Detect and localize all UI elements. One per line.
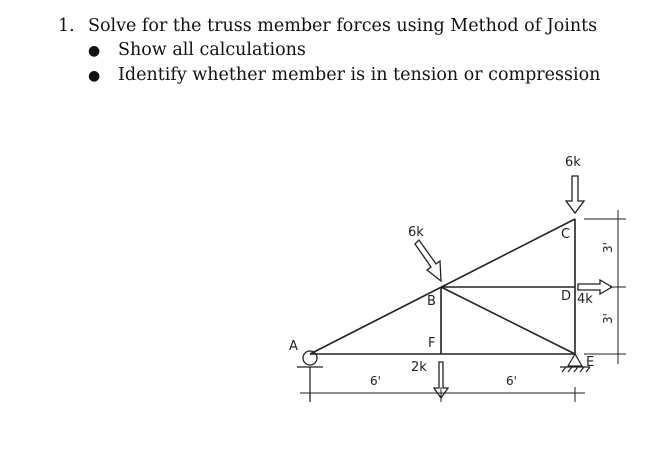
joint-label-F: F: [428, 336, 436, 351]
load-arrow-C: [566, 176, 584, 213]
problem-number: 1.: [58, 16, 75, 36]
problem-text: Solve for the truss member forces using Method of Joints: [88, 16, 598, 36]
bullet-text: Identify whether member is in tension or compression: [118, 65, 601, 85]
joint-label-C: C: [561, 227, 571, 242]
load-label-D: 4k: [577, 292, 593, 307]
dimension-label-AF: 6': [370, 374, 381, 388]
bullet-icon: ●: [88, 43, 101, 59]
load-label-C: 6k: [565, 155, 581, 170]
dimension-label-FE: 6': [506, 374, 517, 388]
dimension-label-ED: 3': [601, 313, 615, 324]
dimension-label-DC: 3': [601, 242, 615, 253]
joint-label-A: A: [289, 339, 298, 354]
member-BE: [441, 287, 575, 354]
truss-members: [310, 219, 575, 354]
joint-label-E: E: [586, 355, 595, 370]
joint-label-D: D: [561, 289, 572, 304]
joint-label-B: B: [427, 294, 436, 309]
load-label-B: 6k: [408, 225, 424, 240]
load-label-F: 2k: [411, 360, 427, 375]
bullet-text: Show all calculations: [118, 40, 306, 60]
bullet-icon: ●: [88, 68, 101, 84]
load-arrow-B: [415, 240, 441, 281]
